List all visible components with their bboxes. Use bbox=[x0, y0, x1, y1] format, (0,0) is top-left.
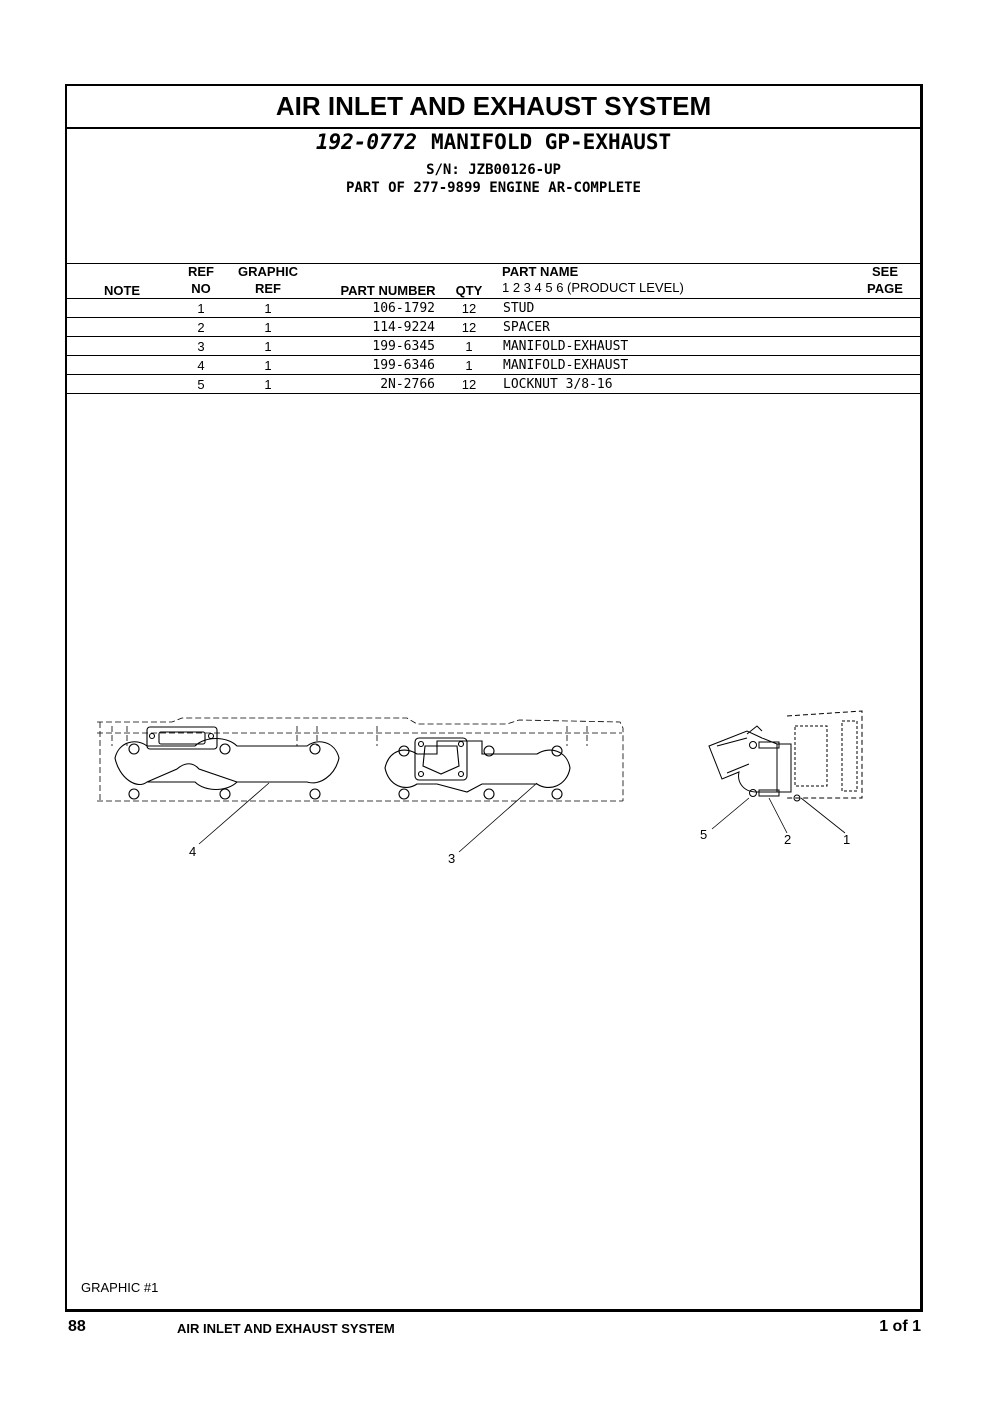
col-header-ref-1: REF bbox=[188, 264, 214, 279]
serial-number: S/N: JZB00126-UP bbox=[426, 162, 561, 178]
part-number: 2N-2766 bbox=[380, 377, 435, 392]
qty: 12 bbox=[461, 301, 477, 316]
manifold-4 bbox=[115, 727, 339, 799]
col-header-see-1: SEE bbox=[871, 264, 898, 279]
ref-no: 4 bbox=[197, 358, 205, 373]
callout-1: 1 bbox=[843, 832, 851, 847]
footer-page-of: 1 of 1 bbox=[879, 1318, 921, 1335]
part-number: 199-6345 bbox=[372, 339, 435, 354]
section-title: AIR INLET AND EXHAUST SYSTEM bbox=[67, 86, 920, 129]
col-header-note: NOTE bbox=[103, 283, 141, 298]
col-header-qty: QTY bbox=[455, 283, 483, 298]
col-header-part-number: PART NUMBER bbox=[340, 283, 436, 298]
part-name: MANIFOLD-EXHAUST bbox=[503, 339, 629, 354]
part-name: LOCKNUT 3/8-16 bbox=[503, 377, 613, 392]
document-frame bbox=[65, 84, 923, 1312]
graphic-ref: 1 bbox=[264, 339, 272, 354]
graphic-ref: 1 bbox=[264, 301, 272, 316]
manifold-side-view bbox=[709, 711, 862, 801]
callout-5: 5 bbox=[700, 827, 708, 842]
part-number: 199-6346 bbox=[372, 358, 435, 373]
manifold-3 bbox=[385, 738, 570, 799]
callout-3: 3 bbox=[448, 851, 456, 866]
exhaust-manifold-illustration bbox=[67, 86, 921, 1308]
footer-section: AIR INLET AND EXHAUST SYSTEM bbox=[177, 1321, 395, 1336]
qty: 12 bbox=[461, 320, 477, 335]
callout-2: 2 bbox=[784, 832, 792, 847]
ref-no: 1 bbox=[197, 301, 205, 316]
part-name: SPACER bbox=[503, 320, 550, 335]
col-header-ref-2: NO bbox=[191, 281, 211, 296]
callout-4: 4 bbox=[189, 844, 197, 859]
graphic-ref: 1 bbox=[264, 358, 272, 373]
part-number-heading: 192-0772 bbox=[315, 130, 417, 154]
col-header-graphic-2: REF bbox=[255, 281, 281, 296]
callout-leaders bbox=[199, 783, 845, 852]
graphic-ref: 1 bbox=[264, 320, 272, 335]
ref-no: 5 bbox=[197, 377, 205, 392]
qty: 1 bbox=[465, 339, 473, 354]
qty: 12 bbox=[461, 377, 477, 392]
ref-no: 2 bbox=[197, 320, 205, 335]
part-name-heading: MANIFOLD GP-EXHAUST bbox=[430, 130, 672, 154]
engine-block-outline bbox=[97, 718, 623, 801]
ref-no: 3 bbox=[197, 339, 205, 354]
qty: 1 bbox=[465, 358, 473, 373]
graphic-ref: 1 bbox=[264, 377, 272, 392]
part-name: MANIFOLD-EXHAUST bbox=[503, 358, 629, 373]
col-header-graphic-1: GRAPHIC bbox=[238, 264, 298, 279]
part-number: 114-9224 bbox=[372, 320, 435, 335]
graphic-label: GRAPHIC #1 bbox=[81, 1280, 159, 1295]
footer-page-number: 88 bbox=[68, 1318, 86, 1335]
part-of: PART OF 277-9899 ENGINE AR-COMPLETE bbox=[345, 180, 641, 196]
col-header-see-2: PAGE bbox=[867, 281, 903, 296]
col-header-product-level: 1 2 3 4 5 6 (PRODUCT LEVEL) bbox=[502, 280, 684, 295]
part-number: 106-1792 bbox=[372, 301, 435, 316]
col-header-part-name: PART NAME bbox=[502, 264, 579, 279]
part-name: STUD bbox=[503, 301, 535, 316]
